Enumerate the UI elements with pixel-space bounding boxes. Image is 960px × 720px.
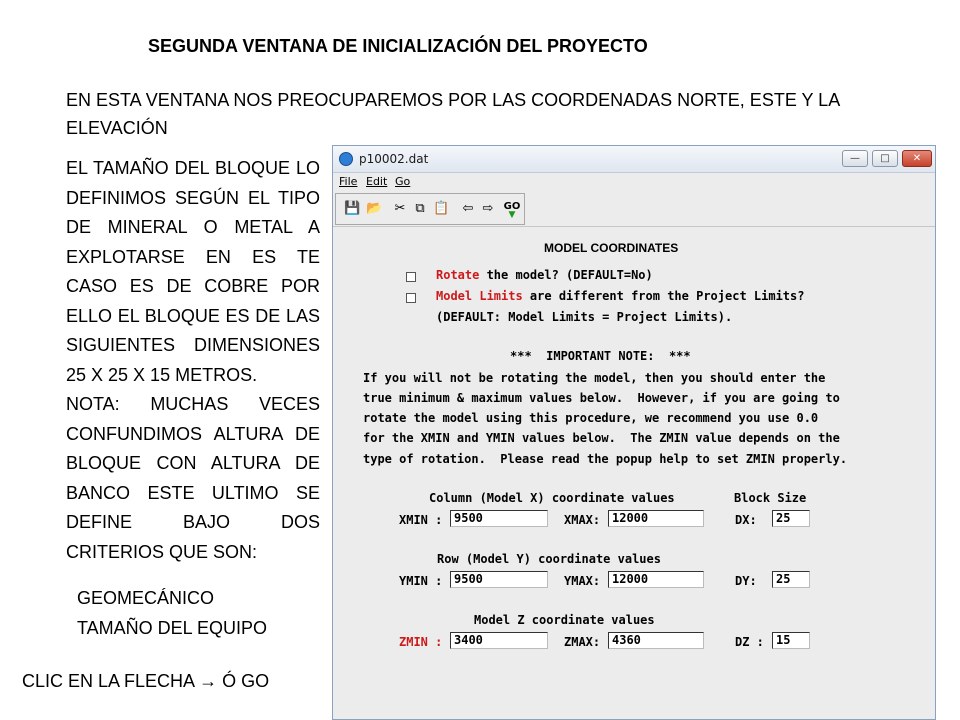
zmin-input[interactable]: 3400 bbox=[450, 632, 548, 649]
copy-icon[interactable]: ⧉ bbox=[415, 201, 425, 216]
ymax-label: YMAX: bbox=[564, 574, 601, 588]
criteria-item-equipo: TAMAÑO DEL EQUIPO bbox=[77, 618, 268, 638]
zmin-label: ZMIN : bbox=[399, 635, 443, 649]
go-label: GO bbox=[503, 201, 521, 212]
column-x-header: Column (Model X) coordinate values bbox=[429, 491, 675, 505]
block-size-paragraph: EL TAMAÑO DEL BLOQUE LO DEFINIMOS SEGÚN EL TIPO DE MINERAL O METAL A EXPLOTARSE EN ES TE CASO ES DE COBRE POR ELLO EL BLOQUE ES DE LAS SIGUIENTES DIMENSIONES 25 X 25 X 15 METROS. bbox=[66, 158, 320, 385]
dy-input[interactable]: 25 bbox=[772, 571, 810, 588]
dx-label: DX: bbox=[735, 513, 757, 527]
open-icon[interactable]: 📂 bbox=[366, 201, 383, 216]
minimize-button[interactable]: — bbox=[842, 150, 868, 167]
save-icon[interactable]: 💾 bbox=[344, 201, 361, 216]
block-size-header: Block Size bbox=[734, 491, 807, 505]
ymax-input[interactable]: 12000 bbox=[608, 571, 704, 588]
row-y-header: Row (Model Y) coordinate values bbox=[437, 552, 661, 566]
ymin-label: YMIN : bbox=[399, 574, 443, 588]
paste-icon[interactable]: 📋 bbox=[433, 201, 450, 216]
window-title: p10002.dat bbox=[359, 152, 429, 166]
note-line: true minimum & maximum values below. However, if you are going to bbox=[363, 391, 840, 405]
note-line: type of rotation. Please read the popup help to set ZMIN properly. bbox=[363, 452, 848, 466]
xmin-label: XMIN : bbox=[399, 513, 443, 527]
go-arrow-icon: ▼ bbox=[508, 210, 516, 220]
close-button[interactable]: ✕ bbox=[902, 150, 932, 167]
note-line: for the XMIN and YMIN values below. The ZMIN value depends on the bbox=[363, 431, 840, 445]
maximize-button[interactable]: □ bbox=[872, 150, 898, 167]
slide-title: SEGUNDA VENTANA DE INICIALIZACIÓN DEL PROYECTO bbox=[148, 36, 648, 56]
menu-edit[interactable]: Edit bbox=[366, 175, 388, 188]
cut-icon[interactable]: ✂ bbox=[394, 201, 406, 216]
note-paragraph: NOTA: MUCHAS VECES CONFUNDIMOS ALTURA DE BLOQUE CON ALTURA DE BANCO ESTE ULTIMO SE DEFINE BAJO DOS CRITERIOS QUE SON: bbox=[66, 394, 320, 562]
model-z-header: Model Z coordinate values bbox=[474, 613, 655, 627]
window-titlebar[interactable] bbox=[333, 146, 935, 173]
explanation-column bbox=[66, 154, 320, 567]
model-limits-default-note: (DEFAULT: Model Limits = Project Limits). bbox=[436, 310, 733, 324]
app-icon bbox=[339, 152, 353, 166]
menu-go[interactable]: Go bbox=[395, 175, 411, 188]
model-coordinates-heading: MODEL COORDINATES bbox=[544, 241, 679, 255]
menu-file[interactable]: File bbox=[339, 175, 358, 188]
intro-text: EN ESTA VENTANA NOS PREOCUPAREMOS POR LAS COORDENADAS NORTE, ESTE Y LA ELEVACIÓN bbox=[66, 90, 840, 138]
xmin-input[interactable]: 9500 bbox=[450, 510, 548, 527]
dz-input[interactable]: 15 bbox=[772, 632, 810, 649]
model-limits-option-label bbox=[436, 289, 804, 303]
xmax-input[interactable]: 12000 bbox=[608, 510, 704, 527]
rotate-option-label bbox=[436, 268, 653, 282]
dx-input[interactable]: 25 bbox=[772, 510, 810, 527]
ymin-input[interactable]: 9500 bbox=[450, 571, 548, 588]
rotate-keyword: Rotate bbox=[436, 268, 480, 282]
xmax-label: XMAX: bbox=[564, 513, 601, 527]
instruction-footer: CLIC EN LA FLECHA → Ó GO bbox=[22, 671, 270, 691]
go-icon[interactable] bbox=[502, 201, 522, 220]
note-line: rotate the model using this procedure, we recommend you use 0.0 bbox=[363, 411, 819, 425]
zmax-input[interactable]: 4360 bbox=[608, 632, 704, 649]
toolbar bbox=[335, 193, 525, 225]
dz-label: DZ : bbox=[735, 635, 764, 649]
zmax-label: ZMAX: bbox=[564, 635, 601, 649]
menu-bar bbox=[333, 173, 935, 191]
model-limits-option-text: are different from the Project Limits? bbox=[522, 289, 805, 303]
forward-arrow-icon[interactable]: ⇨ bbox=[482, 201, 494, 216]
model-limits-keyword: Model Limits bbox=[436, 289, 523, 303]
note-line: If you will not be rotating the model, then you should enter the bbox=[363, 371, 826, 385]
important-note-title: *** IMPORTANT NOTE: *** bbox=[510, 349, 691, 363]
rotate-checkbox[interactable] bbox=[406, 272, 416, 282]
app-window bbox=[332, 145, 936, 720]
back-arrow-icon[interactable]: ⇦ bbox=[462, 201, 474, 216]
dy-label: DY: bbox=[735, 574, 757, 588]
rotate-option-text: the model? (DEFAULT=No) bbox=[479, 268, 653, 282]
model-limits-checkbox[interactable] bbox=[406, 293, 416, 303]
criteria-item-geomecanico: GEOMECÁNICO bbox=[77, 588, 215, 608]
toolbar-divider bbox=[333, 226, 935, 227]
